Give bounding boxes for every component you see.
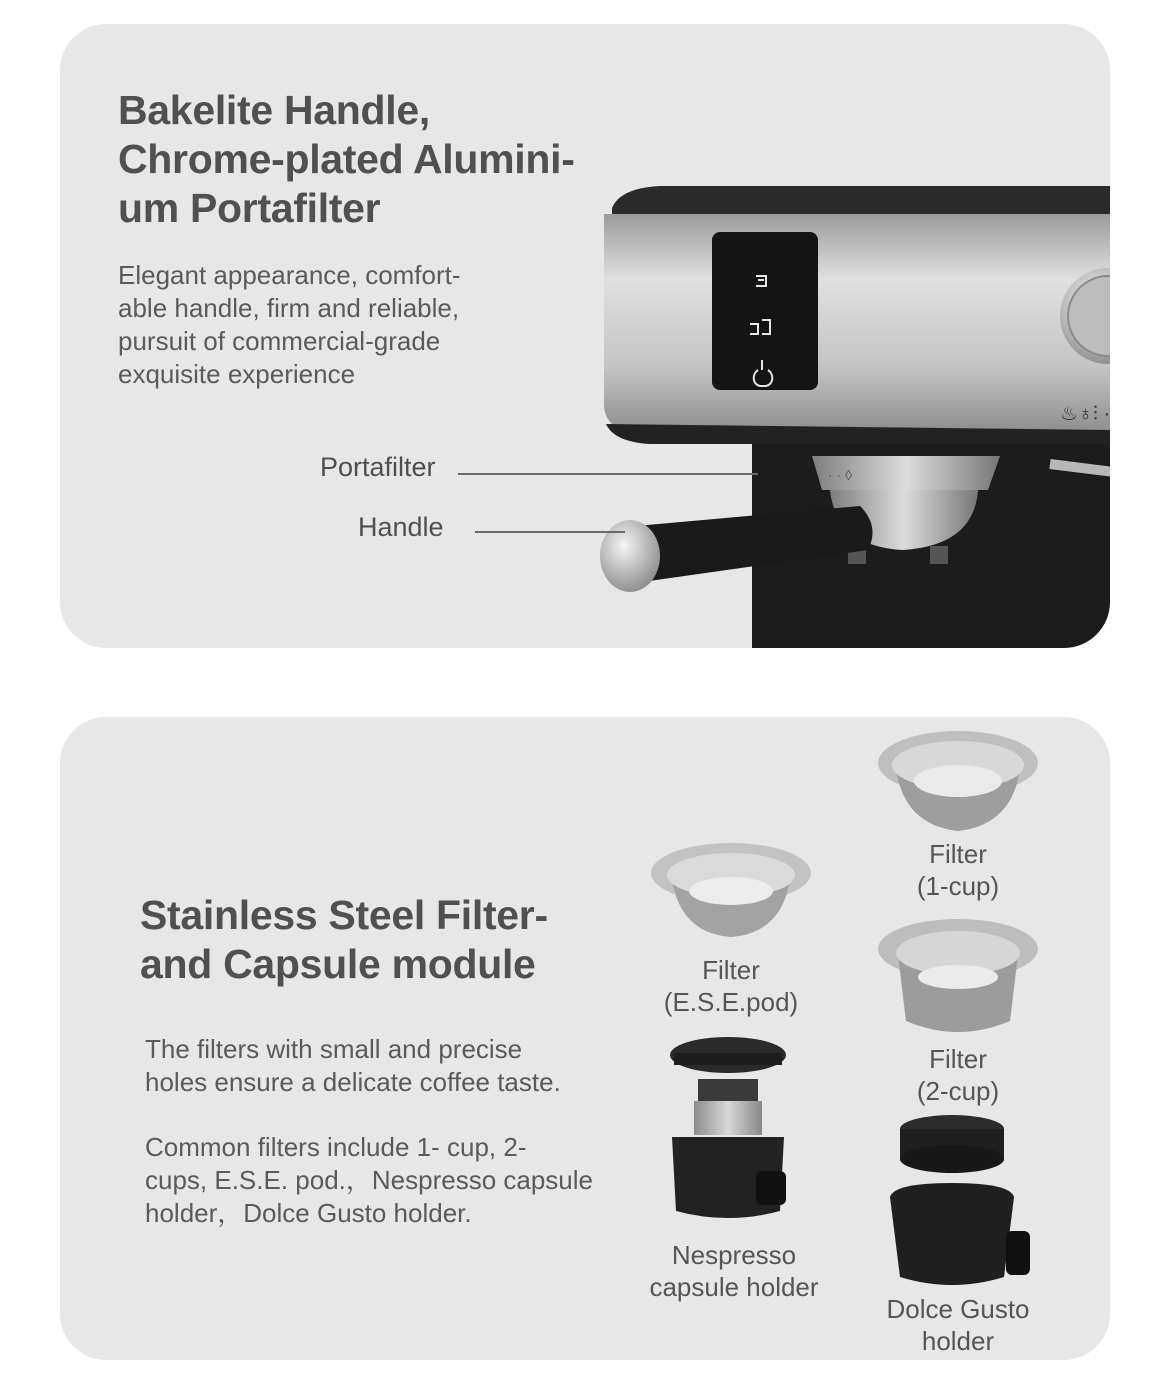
- filter-ese-pod-image: [650, 841, 812, 941]
- filter-1cup-image: [876, 729, 1040, 837]
- filter-2cup-image: [876, 917, 1040, 1041]
- handle-callout-line: [475, 531, 625, 533]
- portafilter-callout-label: Portafilter: [320, 452, 436, 482]
- dolce-gusto-holder-label: Dolce Gusto holder: [886, 1294, 1030, 1356]
- nespresso-holder-label: Nespresso capsule holder: [649, 1240, 819, 1302]
- portafilter-feature-title: Bakelite Handle, Chrome-plated Alumini- um Portafilter: [118, 87, 575, 231]
- svg-text:· · ◊: · · ◊: [828, 467, 853, 483]
- filter-module-card: [60, 717, 1110, 1360]
- nespresso-holder-image: [662, 1035, 798, 1221]
- filter-module-title: Stainless Steel Filter- and Capsule module: [140, 892, 548, 987]
- filter-1cup-label: Filter (1-cup): [916, 839, 1000, 901]
- filter-module-description-1: The filters with small and precise holes ensure a delicate coffee taste.: [145, 1034, 561, 1097]
- portafilter-callout-line: [458, 473, 758, 475]
- filter-2cup-label: Filter (2-cup): [916, 1044, 1000, 1106]
- portafilter-feature-card: [60, 24, 1110, 648]
- filter-module-description-2: Common filters include 1- cup, 2- cups, E.S.E. pod.，Nespresso capsule holder，Dolce Gusto holder.: [145, 1132, 594, 1228]
- handle-callout-label: Handle: [358, 512, 444, 542]
- portafilter-feature-description: Elegant appearance, comfort- able handle, firm and reliable, pursuit of commercial-grade exquisite experience: [118, 260, 461, 389]
- filter-ese-pod-label: Filter (E.S.E.pod): [663, 955, 799, 1017]
- espresso-machine-image: [530, 174, 1110, 648]
- svg-text:♨♁⫶ ·: ♨♁⫶ ·: [1060, 403, 1111, 425]
- dolce-gusto-holder-image: [884, 1113, 1034, 1289]
